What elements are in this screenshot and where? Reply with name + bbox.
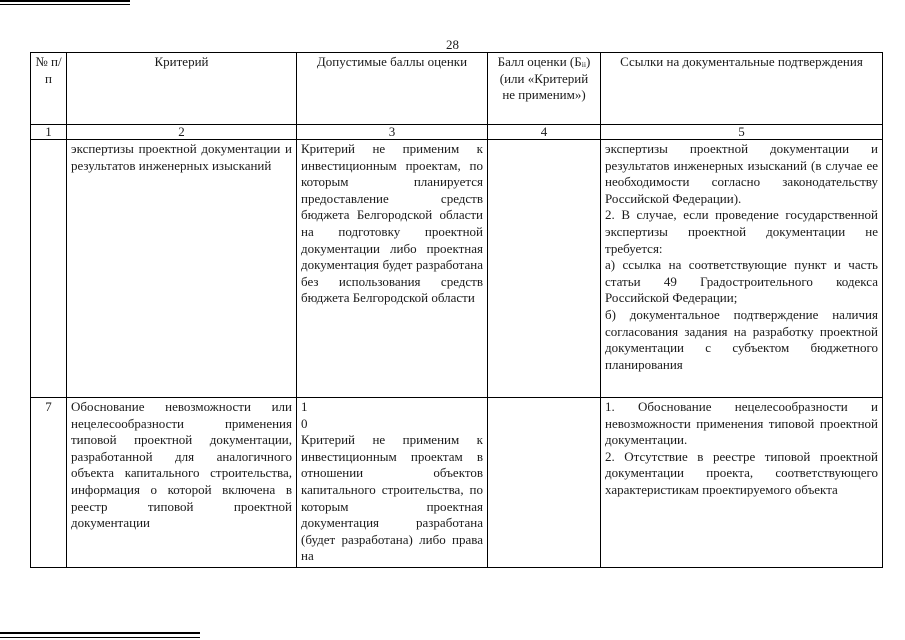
- scores-cell: Критерий не применим к инвестиционным проектам, по которым планируется предоставление средств бюджета Белгородской области на подготовку проектной документации либо проектная документация будет разработана без использования средств бюджета Белгородской области: [297, 140, 488, 398]
- footer-rule: [0, 632, 200, 634]
- reference-paragraph: 2. В случае, если проведение государственной экспертизы проектной документации не требуется:: [605, 207, 878, 256]
- reference-paragraph: 1. Обоснование нецелесообразности и невозможности применения типовой проектной документации.: [605, 399, 878, 448]
- criterion-cell: экспертизы проектной документации и результатов инженерных изысканий: [67, 140, 297, 398]
- criteria-table: [30, 52, 883, 568]
- table-row: [31, 140, 883, 398]
- references-cell: [601, 398, 883, 568]
- score-option: 0: [301, 415, 308, 431]
- reference-paragraph: а) ссылка на соответствующие пункт и часть статьи 49 Градостроительного кодекса Российской Федерации;: [605, 257, 878, 306]
- column-number: 4: [488, 125, 601, 140]
- header-num: № п/п: [31, 53, 67, 125]
- header-references: Ссылки на документальные подтверждения: [601, 53, 883, 125]
- row-num: [31, 140, 67, 398]
- column-number-row: [31, 125, 883, 140]
- scores-note: Критерий не применим к инвестиционным проектам в отношении объектов капитального строительства, по которым проектная документация разработана (будет разработана) либо права на: [301, 432, 483, 564]
- row-num: 7: [31, 398, 67, 568]
- column-number: 1: [31, 125, 67, 140]
- reference-paragraph: 2. Отсутствие в реестре типовой проектной документации проекта, соответствующего характеристикам проектируемого объекта: [605, 448, 878, 497]
- header-rule: [0, 0, 130, 2]
- column-number: 5: [601, 125, 883, 140]
- score-value-cell: [488, 140, 601, 398]
- page-number: 28: [446, 37, 459, 52]
- score-value-cell: [488, 398, 601, 568]
- header-criterion: Критерий: [67, 53, 297, 125]
- reference-paragraph: б) документальное подтверждение наличия согласования задания на разработку проектной документации с субъектом бюджетного планирования: [605, 306, 878, 372]
- scores-cell: [297, 398, 488, 568]
- table-row: [31, 398, 883, 568]
- table-header-row: [31, 53, 883, 125]
- criterion-cell: Обоснование невозможности или нецелесообразности применения типовой проектной документации, разработанной для аналогичного объекта капитального строительства, информация о которой включена в реестр типовой проектной документации: [67, 398, 297, 568]
- footer-rule-thin: [0, 637, 200, 638]
- references-cell: [601, 140, 883, 398]
- header-scores: Допустимые баллы оценки: [297, 53, 488, 125]
- header-score-value: Балл оценки (Бᵢᵢ) (или «Критерий не применим»): [488, 53, 601, 125]
- column-number: 3: [297, 125, 488, 140]
- column-number: 2: [67, 125, 297, 140]
- header-rule-thin: [0, 4, 130, 5]
- score-option: 1: [301, 399, 308, 414]
- reference-paragraph: экспертизы проектной документации и результатов инженерных изысканий (в случае ее необходимости согласно законодательству Российской Федерации).: [605, 141, 878, 206]
